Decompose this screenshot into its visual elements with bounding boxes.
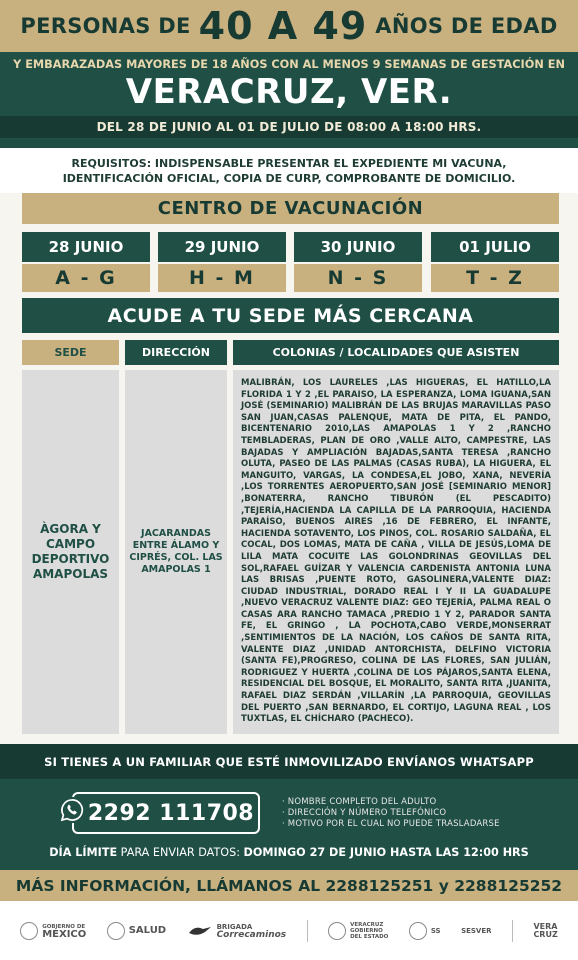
divider [307, 920, 308, 942]
table-header-colonias: COLONIAS / LOCALIDADES QUE ASISTEN [233, 340, 559, 365]
familiar-band [0, 744, 578, 779]
logo-text: DEL ESTADO [350, 933, 389, 940]
logo-text: VERACRUZ [350, 921, 384, 928]
header-age-range: 40 A 49 [198, 4, 368, 48]
letters-label: A - G [55, 267, 117, 289]
logo-text: SESVER [461, 926, 492, 935]
roadrunner-icon [187, 923, 213, 939]
logos-footer [0, 901, 578, 960]
veracruz-gobierno-logo [328, 922, 388, 940]
day-label: 30 JUNIO [320, 238, 396, 256]
day-box [158, 232, 286, 262]
logo-text: SS [430, 926, 441, 935]
dates-text: DEL 28 DE JUNIO AL 01 DE JULIO DE 08:00 A 18:00 HRS. [96, 120, 482, 134]
mas-info-text: MÁS INFORMACIÓN, LLÁMANOS AL 2288125251 y 2288125252 [15, 876, 563, 895]
eagle-seal-icon [20, 922, 38, 940]
letters-box [431, 264, 559, 292]
ss-logo [409, 922, 441, 940]
logo-text: GOBIERNO DE [42, 923, 86, 930]
ss-shield-icon [409, 922, 427, 940]
requirements-area [0, 148, 578, 193]
list-item: · MOTIVO POR EL CUAL NO PUEDE TRASLADARSE [282, 819, 500, 829]
city-banner [0, 52, 578, 148]
centro-banner [22, 193, 559, 224]
table-header-direccion: DIRECCIÓN [125, 340, 227, 365]
phone-number[interactable]: 2292 111708 [87, 800, 255, 826]
day-box [22, 232, 150, 262]
day-label: 01 JULIO [459, 238, 531, 256]
logo-text: GOBIERNO [350, 927, 383, 934]
day-box [294, 232, 422, 262]
divider [512, 920, 513, 942]
requirements-text: REQUISITOS: INDISPENSABLE PRESENTAR EL EXPEDIENTE MI VACUNA, IDENTIFICACIÓN OFICIAL, COPIA DE CURP, COMPROBANTE DE DOMICILIO. [62, 156, 516, 185]
logo-text: Correcaminos [216, 929, 287, 940]
logo-text: VERA [533, 921, 558, 931]
deadline-bold-label: DÍA LÍMITE [49, 846, 118, 859]
brigada-logo [187, 923, 287, 939]
table-cell-sede [22, 370, 119, 734]
sede-text: ÀGORA Y CAMPO DEPORTIVO AMAPOLAS [31, 522, 110, 581]
centro-title: CENTRO DE VACUNACIÓN [157, 198, 424, 219]
veracruz-logo [533, 923, 557, 939]
day-label: 29 JUNIO [184, 238, 260, 256]
letters-box [22, 264, 150, 292]
colonias-text: MALIBRÁN, LOS LAURELES ,LAS HIGUERAS, EL HATILLO,LA FLORIDA 1 Y 2 ,EL PARAISO, LA ESPERANZA, LOMA IGUANA,SAN JOSÉ (SEMINARIO) MALIBRÁN DE LAS BRUJAS MARAVILLAS PASO SAN JUAN,CASAS PALENQUE, MATA DE PITA, EL PANDO, BICENTENARIO 2010,LAS AMAPOLAS 1 Y 2 ,RANCHO TEMBLADERAS, PLAN DE ORO ,VALLE ALTO, CAMPESTRE, LAS BAJADAS Y AMPLIACIÓN BAJADAS,SANTA TERESA ,RANCHO OLUTA, PASEO DE LAS PALMAS (CASAS RUBA), LA HIGUERA, EL MANGUITO, VARGAS, LA CONDESA,EL JOBO, XANA, NEVERÍA ,LOS TORRENTES AEROPUERTO,SAN JOSÉ [SEMINARIO MENOR] ,BONATERRA, RANCHO TIBURÓN (EL PESCADITO) ,TEJERÍA,HACIENDA LA CAPILLA DE LA PARROQUIA, HACIENDA PARAÍSO, BUENOS AIRES ,16 DE FEBRERO, EL INFANTE, HACIENDA SOTAVENTO, LOS PINOS, COL. ROSARIO SALDAÑA, EL COCAL, DOS LOMAS, MATA DE CAÑA , VILLA DE JESÚS,LOMA DE LILA MATA COCUITE LAS GOLONDRINAS GEOVILLAS DEL SOL,RAFAEL GUÍZAR Y VALENCIA CARDENISTA ANTONIA LUNA LAS BRISAS ,PUENTE ROTO, GASOLINERA,VALENTE DIAZ: CIUDAD INDUSTRIAL, DORADO REAL I Y II LA GUADALUPE ,NUEVO VERACRUZ VALENTE DIAZ: GEO TEJERÍA, PALMA REAL O CASAS ARA RANCHO TAMACA ,PREDIO 1 Y 2, PARADOR SANTA FE, EL GRINGO , LA POCHOTA,CABO VERDE,MONSERRAT ,SENTIMIENTOS DE LA NACIÓN, LOS CAÑOS DE SANTA RITA, VALENTE DIAZ ,UNIDAD ANTORCHISTA, DELFINO VICTORIA (SANTA FE),PROGRESO, COLINA DE LAS FLORES, SAN JULIÁN, RODRIGUEZ Y HUERTA ,COLINA DE LOS PÁJAROS,SANTA ELENA, RESIDENCIAL DEL BOSQUE, EL MORALITO, SANTA RITA ,JUANITA, RAFAEL DIAZ SERDÁN ,VILLARÍN ,LA PARROQUIA, GEOVILLAS DEL PUERTO ,SAN BERNARDO, EL CORTIJO, LAGUNA REAL , LOS TUXTLAS, EL CHÍCHARO (PACHECO). [241, 378, 551, 725]
sesver-logo [461, 927, 491, 935]
table-cell-direccion [125, 370, 227, 734]
header-personas-de: PERSONAS DE [20, 14, 191, 38]
whatsapp-area [0, 779, 578, 870]
header-banner [0, 0, 578, 52]
familiar-text: SI TIENES A UN FAMILIAR QUE ESTÉ INMOVILIZADO ENVÍANOS WHATSAPP [44, 754, 534, 769]
letters-label: N - S [327, 267, 389, 289]
list-item: · NOMBRE COMPLETO DEL ADULTO [282, 797, 437, 807]
logo-text: SALUD [128, 925, 167, 936]
gobierno-logo [20, 922, 86, 940]
mas-info-banner [0, 870, 578, 901]
letters-box [294, 264, 422, 292]
table-cell-colonias [233, 370, 559, 734]
table-header-sede: SEDE [22, 340, 119, 365]
logo-text: MÉXICO [42, 928, 87, 940]
letters-box [158, 264, 286, 292]
day-box [431, 232, 559, 262]
direccion-text: JACARANDAS ENTRE ÁLAMO Y CIPRÉS, COL. LAS AMAPOLAS 1 [129, 528, 223, 575]
embarazadas-text: Y EMBARAZADAS MAYORES DE 18 AÑOS CON AL MENOS 9 SEMANAS DE GESTACIÓN EN [13, 58, 565, 71]
whatsapp-icon[interactable] [58, 796, 86, 824]
header-anos-de-edad: AÑOS DE EDAD [375, 14, 558, 38]
salud-logo [107, 922, 166, 940]
deadline-bold-date: DOMINGO 27 DE JUNIO HASTA LAS 12:00 HRS [243, 846, 529, 859]
salud-seal-icon [107, 922, 125, 940]
list-item: · DIRECCIÓN Y NÚMERO TELEFÓNICO [282, 808, 447, 818]
requirements-list [282, 797, 500, 830]
dates-band [0, 116, 578, 138]
deadline-normal: PARA ENVIAR DATOS: [117, 846, 244, 859]
letters-label: T - Z [466, 267, 524, 289]
acude-banner [22, 298, 559, 333]
logo-text: CRUZ [533, 929, 558, 939]
day-label: 28 JUNIO [48, 238, 124, 256]
logo-text: BRIGADA [216, 922, 253, 931]
phone-box[interactable] [72, 792, 260, 834]
veracruz-shield-icon [328, 922, 346, 940]
deadline-text [0, 846, 578, 859]
letters-label: H - M [189, 267, 255, 289]
city-title: VERACRUZ, VER. [125, 72, 453, 112]
acude-title: ACUDE A TU SEDE MÁS CERCANA [107, 304, 474, 327]
